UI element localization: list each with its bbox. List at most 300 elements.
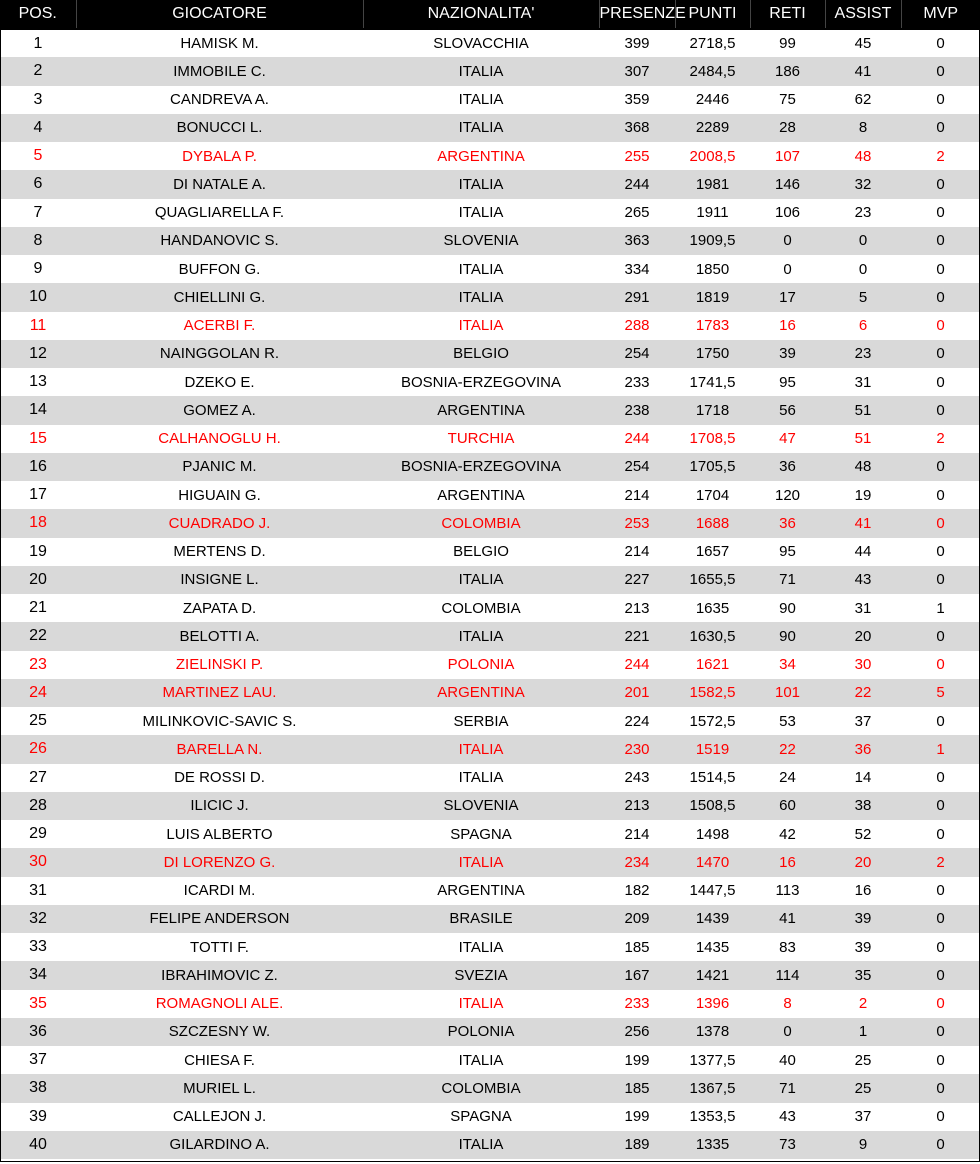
- cell-assists: 20: [854, 627, 872, 645]
- cell-mvp: 0: [936, 1079, 945, 1097]
- cell-points: 1704: [695, 486, 730, 504]
- cell-pos: 2: [33, 62, 43, 80]
- cell-player: HANDANOVIC S.: [160, 232, 279, 250]
- cell-appearances: 233: [624, 995, 650, 1013]
- cell-appearances: 291: [624, 288, 650, 306]
- cell-appearances: 234: [624, 853, 650, 871]
- cell-player: CUADRADO J.: [168, 514, 271, 532]
- cell-assists: 31: [854, 599, 872, 617]
- col-header-points: PUNTI: [675, 0, 750, 29]
- table-row: [0, 170, 980, 198]
- cell-appearances: 182: [624, 882, 650, 900]
- cell-mvp: 0: [936, 1108, 945, 1126]
- table-row: [0, 1018, 980, 1046]
- cell-pos: 18: [29, 514, 47, 532]
- cell-pos: 20: [29, 570, 47, 588]
- cell-points: 1377,5: [689, 1051, 736, 1069]
- cell-assists: 19: [854, 486, 872, 504]
- table-row: [0, 481, 980, 509]
- cell-player: DI LORENZO G.: [163, 853, 276, 871]
- cell-assists: 39: [854, 938, 872, 956]
- cell-nationality: ITALIA: [458, 627, 504, 645]
- cell-appearances: 307: [624, 62, 650, 80]
- cell-mvp: 0: [936, 938, 945, 956]
- cell-nationality: SLOVENIA: [443, 797, 519, 815]
- cell-assists: 20: [854, 853, 872, 871]
- cell-assists: 62: [854, 91, 872, 109]
- cell-points: 1367,5: [689, 1079, 736, 1097]
- cell-pos: 39: [29, 1107, 47, 1125]
- cell-goals: 71: [779, 1079, 796, 1097]
- table-row: [0, 905, 980, 933]
- cell-nationality: BELGIO: [453, 345, 509, 363]
- cell-appearances: 213: [624, 599, 650, 617]
- cell-assists: 44: [854, 543, 872, 561]
- cell-goals: 90: [779, 599, 796, 617]
- cell-player: SZCZESNY W.: [168, 1023, 271, 1041]
- cell-player: GOMEZ A.: [183, 401, 256, 419]
- table-row: [0, 792, 980, 820]
- cell-goals: 0: [783, 260, 792, 278]
- cell-player: HAMISK M.: [180, 35, 259, 53]
- cell-assists: 37: [854, 712, 872, 730]
- cell-appearances: 221: [624, 627, 650, 645]
- cell-player: DE ROSSI D.: [174, 769, 265, 787]
- cell-goals: 17: [779, 288, 796, 306]
- cell-player: INSIGNE L.: [180, 571, 259, 589]
- cell-appearances: 244: [624, 656, 650, 674]
- cell-pos: 26: [29, 740, 47, 758]
- cell-nationality: ARGENTINA: [437, 882, 525, 900]
- cell-points: 1514,5: [689, 769, 736, 787]
- cell-goals: 40: [779, 1051, 796, 1069]
- cell-appearances: 244: [624, 175, 650, 193]
- cell-assists: 39: [854, 910, 872, 928]
- cell-goals: 83: [779, 938, 796, 956]
- table-row: [0, 1074, 980, 1102]
- cell-appearances: 189: [624, 1136, 650, 1154]
- cell-nationality: ITALIA: [458, 740, 504, 758]
- cell-pos: 33: [29, 938, 47, 956]
- cell-pos: 40: [29, 1135, 47, 1153]
- cell-mvp: 0: [936, 317, 945, 335]
- table-row: [0, 764, 980, 792]
- cell-appearances: 214: [624, 543, 650, 561]
- cell-player: IMMOBILE C.: [173, 62, 266, 80]
- cell-mvp: 0: [936, 232, 945, 250]
- cell-nationality: SPAGNA: [450, 1108, 512, 1126]
- table-row: [0, 29, 980, 57]
- table-row: [0, 1131, 980, 1159]
- cell-appearances: 244: [624, 430, 650, 448]
- cell-mvp: 0: [936, 91, 945, 109]
- cell-mvp: 0: [936, 571, 945, 589]
- cell-pos: 24: [29, 683, 47, 701]
- cell-appearances: 288: [624, 317, 650, 335]
- cell-assists: 6: [858, 317, 868, 335]
- cell-pos: 17: [29, 486, 47, 504]
- cell-mvp: 0: [936, 288, 945, 306]
- cell-pos: 30: [29, 853, 47, 871]
- cell-assists: 9: [858, 1136, 868, 1154]
- cell-goals: 24: [779, 769, 796, 787]
- cell-points: 2718,5: [689, 35, 736, 53]
- cell-assists: 45: [854, 35, 872, 53]
- cell-nationality: SERBIA: [453, 712, 509, 730]
- cell-mvp: 0: [936, 35, 945, 53]
- cell-pos: 10: [29, 288, 47, 306]
- cell-player: NAINGGOLAN R.: [159, 345, 280, 363]
- table-row: [0, 1046, 980, 1074]
- cell-mvp: 2: [936, 147, 945, 165]
- cell-appearances: 230: [624, 740, 650, 758]
- cell-goals: 99: [779, 35, 796, 53]
- cell-mvp: 0: [936, 373, 945, 391]
- cell-mvp: 0: [936, 345, 945, 363]
- cell-appearances: 214: [624, 486, 650, 504]
- table-body: [0, 29, 980, 1159]
- cell-pos: 16: [29, 457, 47, 475]
- cell-mvp: 0: [936, 62, 945, 80]
- cell-appearances: 233: [624, 373, 650, 391]
- cell-points: 1718: [695, 401, 730, 419]
- cell-points: 1508,5: [689, 797, 736, 815]
- cell-player: IBRAHIMOVIC Z.: [161, 966, 278, 984]
- cell-points: 1850: [695, 260, 730, 278]
- cell-goals: 8: [783, 995, 792, 1013]
- cell-points: 1635: [695, 599, 730, 617]
- cell-assists: 25: [854, 1079, 872, 1097]
- cell-nationality: ITALIA: [458, 91, 504, 109]
- cell-mvp: 0: [936, 966, 945, 984]
- cell-points: 2008,5: [689, 147, 736, 165]
- cell-mvp: 0: [936, 769, 945, 787]
- cell-pos: 28: [29, 796, 47, 814]
- cell-points: 1708,5: [689, 430, 736, 448]
- table-row: [0, 255, 980, 283]
- table-row: [0, 594, 980, 622]
- cell-player: CHIELLINI G.: [173, 288, 266, 306]
- cell-mvp: 0: [936, 1051, 945, 1069]
- cell-player: BELOTTI A.: [179, 627, 260, 645]
- cell-nationality: ARGENTINA: [437, 147, 525, 165]
- cell-player: CANDREVA A.: [170, 91, 269, 109]
- cell-mvp: 0: [936, 401, 945, 419]
- table-row: [0, 114, 980, 142]
- cell-assists: 23: [854, 345, 872, 363]
- cell-appearances: 363: [624, 232, 650, 250]
- table-row: [0, 1103, 980, 1131]
- cell-pos: 1: [33, 34, 43, 52]
- cell-mvp: 0: [936, 882, 945, 900]
- table-row: [0, 820, 980, 848]
- cell-points: 1819: [695, 288, 730, 306]
- cell-player: BUFFON G.: [178, 260, 261, 278]
- cell-nationality: COLOMBIA: [441, 514, 521, 532]
- cell-points: 1447,5: [689, 882, 736, 900]
- cell-appearances: 254: [624, 458, 650, 476]
- cell-points: 2484,5: [689, 62, 736, 80]
- cell-nationality: ITALIA: [458, 175, 504, 193]
- cell-goals: 43: [779, 1108, 796, 1126]
- cell-points: 1705,5: [689, 458, 736, 476]
- cell-pos: 38: [29, 1079, 47, 1097]
- table-row: [0, 340, 980, 368]
- cell-appearances: 199: [624, 1108, 650, 1126]
- cell-assists: 36: [854, 740, 872, 758]
- cell-appearances: 359: [624, 91, 650, 109]
- cell-points: 1396: [695, 995, 730, 1013]
- cell-nationality: ARGENTINA: [437, 486, 525, 504]
- cell-pos: 23: [29, 655, 47, 673]
- cell-nationality: ITALIA: [458, 260, 504, 278]
- cell-points: 1439: [695, 910, 730, 928]
- cell-nationality: TURCHIA: [447, 430, 515, 448]
- cell-points: 1688: [695, 514, 730, 532]
- cell-assists: 5: [858, 288, 868, 306]
- cell-player: DI NATALE A.: [173, 175, 266, 193]
- cell-appearances: 238: [624, 401, 650, 419]
- cell-mvp: 0: [936, 995, 945, 1013]
- cell-assists: 48: [854, 147, 872, 165]
- cell-assists: 35: [854, 966, 872, 984]
- table-row: [0, 453, 980, 481]
- cell-player: PJANIC M.: [182, 458, 257, 476]
- cell-points: 1911: [696, 204, 729, 222]
- cell-nationality: COLOMBIA: [441, 599, 521, 617]
- cell-player: HIGUAIN G.: [178, 486, 261, 504]
- cell-appearances: 227: [624, 571, 650, 589]
- cell-mvp: 0: [936, 1023, 945, 1041]
- cell-mvp: 0: [936, 514, 945, 532]
- col-header-mvp: MVP: [901, 0, 980, 29]
- cell-assists: 43: [854, 571, 872, 589]
- cell-goals: 114: [775, 966, 800, 984]
- cell-mvp: 0: [936, 204, 945, 222]
- cell-nationality: ITALIA: [458, 769, 504, 787]
- cell-player: QUAGLIARELLA F.: [154, 204, 285, 222]
- cell-points: 1981: [695, 175, 730, 193]
- cell-mvp: 2: [936, 853, 945, 871]
- cell-assists: 22: [854, 684, 872, 702]
- cell-points: 1353,5: [689, 1108, 736, 1126]
- cell-assists: 48: [854, 458, 872, 476]
- cell-goals: 36: [779, 514, 796, 532]
- cell-player: CALLEJON J.: [172, 1108, 267, 1126]
- cell-points: 1657: [695, 543, 730, 561]
- cell-assists: 0: [858, 232, 868, 250]
- cell-nationality: POLONIA: [447, 1023, 515, 1041]
- cell-player: LUIS ALBERTO: [166, 825, 273, 843]
- cell-points: 1582,5: [689, 684, 736, 702]
- cell-nationality: SPAGNA: [450, 825, 512, 843]
- cell-player: CHIESA F.: [184, 1051, 255, 1069]
- table-row: [0, 933, 980, 961]
- cell-goals: 28: [779, 119, 796, 137]
- cell-pos: 37: [29, 1051, 47, 1069]
- cell-mvp: 0: [936, 175, 945, 193]
- cell-goals: 16: [779, 317, 796, 335]
- cell-mvp: 0: [936, 797, 945, 815]
- cell-points: 1621: [695, 656, 730, 674]
- cell-player: MERTENS D.: [173, 543, 266, 561]
- col-header-appearances: PRESENZE: [599, 0, 675, 29]
- cell-pos: 14: [29, 401, 47, 419]
- cell-goals: 53: [779, 712, 796, 730]
- cell-nationality: ITALIA: [458, 204, 504, 222]
- table-row: [0, 312, 980, 340]
- cell-appearances: 255: [624, 147, 650, 165]
- cell-player: FELIPE ANDERSON: [149, 910, 290, 928]
- cell-goals: 113: [775, 882, 800, 900]
- cell-player: ICARDI M.: [183, 882, 256, 900]
- cell-mvp: 0: [936, 825, 945, 843]
- table-row: [0, 622, 980, 650]
- cell-mvp: 0: [936, 458, 945, 476]
- cell-goals: 16: [779, 853, 796, 871]
- cell-assists: 38: [854, 797, 872, 815]
- cell-assists: 31: [854, 373, 872, 391]
- cell-goals: 106: [774, 204, 801, 222]
- cell-goals: 56: [779, 401, 796, 419]
- cell-points: 1783: [695, 317, 730, 335]
- cell-pos: 5: [33, 147, 43, 165]
- cell-pos: 35: [29, 994, 47, 1012]
- cell-goals: 95: [779, 373, 796, 391]
- cell-pos: 13: [29, 373, 47, 391]
- cell-goals: 146: [774, 175, 801, 193]
- cell-goals: 60: [779, 797, 796, 815]
- table-row: [0, 199, 980, 227]
- cell-assists: 37: [854, 1108, 872, 1126]
- col-header-assists: ASSIST: [825, 0, 901, 29]
- cell-mvp: 0: [936, 656, 945, 674]
- table-row: [0, 142, 980, 170]
- cell-appearances: 254: [624, 345, 650, 363]
- cell-goals: 75: [779, 91, 796, 109]
- table-row: [0, 538, 980, 566]
- cell-mvp: 0: [936, 119, 945, 137]
- cell-goals: 0: [783, 232, 792, 250]
- cell-nationality: ITALIA: [458, 1136, 504, 1154]
- cell-goals: 36: [779, 458, 796, 476]
- cell-pos: 11: [29, 316, 47, 334]
- cell-goals: 47: [779, 430, 796, 448]
- cell-nationality: SLOVACCHIA: [433, 35, 529, 53]
- cell-mvp: 1: [936, 599, 945, 617]
- table-row: [0, 283, 980, 311]
- cell-points: 1572,5: [689, 712, 736, 730]
- cell-mvp: 0: [936, 627, 945, 645]
- cell-points: 1335: [695, 1136, 730, 1154]
- cell-nationality: BELGIO: [453, 543, 509, 561]
- cell-goals: 42: [779, 825, 796, 843]
- cell-points: 2289: [695, 119, 730, 137]
- cell-player: GILARDINO A.: [169, 1136, 270, 1154]
- cell-assists: 23: [854, 204, 872, 222]
- table-row: [0, 227, 980, 255]
- cell-assists: 1: [858, 1023, 868, 1041]
- cell-assists: 41: [854, 514, 872, 532]
- cell-goals: 186: [774, 62, 801, 80]
- col-header-player: GIOCATORE: [76, 0, 363, 29]
- col-header-pos: POS.: [0, 0, 76, 29]
- table-row: [0, 735, 980, 763]
- cell-points: 1470: [695, 853, 730, 871]
- cell-nationality: ARGENTINA: [437, 401, 525, 419]
- cell-appearances: 334: [624, 260, 650, 278]
- cell-player: CALHANOGLU H.: [158, 430, 281, 448]
- cell-assists: 2: [858, 995, 868, 1013]
- cell-nationality: SVEZIA: [454, 966, 508, 984]
- cell-appearances: 209: [624, 910, 650, 928]
- col-header-goals: RETI: [750, 0, 825, 29]
- cell-nationality: ITALIA: [458, 571, 504, 589]
- cell-nationality: COLOMBIA: [441, 1079, 521, 1097]
- cell-assists: 51: [854, 430, 872, 448]
- cell-pos: 8: [33, 231, 43, 249]
- cell-pos: 29: [29, 825, 47, 843]
- cell-goals: 41: [779, 910, 796, 928]
- cell-player: ILICIC J.: [190, 797, 249, 815]
- cell-player: MURIEL L.: [183, 1079, 256, 1097]
- cell-goals: 34: [779, 656, 796, 674]
- cell-goals: 107: [774, 147, 801, 165]
- cell-points: 1378: [695, 1023, 730, 1041]
- table-row: [0, 651, 980, 679]
- cell-appearances: 265: [624, 204, 650, 222]
- cell-appearances: 243: [624, 769, 650, 787]
- cell-player: TOTTI F.: [190, 938, 249, 956]
- cell-pos: 22: [29, 627, 47, 645]
- cell-player: ZIELINSKI P.: [175, 656, 264, 674]
- table-row: [0, 961, 980, 989]
- cell-appearances: 256: [624, 1023, 650, 1041]
- cell-appearances: 199: [624, 1051, 650, 1069]
- table-row: [0, 425, 980, 453]
- cell-goals: 0: [783, 1023, 792, 1041]
- cell-assists: 25: [854, 1051, 872, 1069]
- cell-player: MARTINEZ LAU.: [162, 684, 277, 702]
- cell-appearances: 253: [624, 514, 650, 532]
- cell-pos: 34: [29, 966, 47, 984]
- cell-mvp: 2: [936, 430, 945, 448]
- cell-nationality: BRASILE: [449, 910, 513, 928]
- cell-goals: 73: [779, 1136, 796, 1154]
- cell-pos: 27: [29, 768, 47, 786]
- cell-appearances: 185: [624, 938, 650, 956]
- cell-mvp: 0: [936, 260, 945, 278]
- cell-player: MILINKOVIC-SAVIC S.: [142, 712, 297, 730]
- cell-pos: 9: [33, 260, 43, 278]
- cell-points: 1750: [695, 345, 730, 363]
- cell-assists: 52: [854, 825, 872, 843]
- cell-mvp: 0: [936, 1136, 945, 1154]
- cell-assists: 32: [854, 175, 872, 193]
- table-row: [0, 368, 980, 396]
- col-header-nationality: NAZIONALITA': [363, 0, 599, 29]
- table-row: [0, 990, 980, 1018]
- cell-nationality: ITALIA: [458, 62, 504, 80]
- cell-points: 1909,5: [689, 232, 736, 250]
- cell-nationality: ITALIA: [458, 938, 504, 956]
- cell-assists: 8: [858, 119, 868, 137]
- cell-assists: 0: [858, 260, 868, 278]
- cell-mvp: 0: [936, 910, 945, 928]
- cell-player: BARELLA N.: [176, 740, 263, 758]
- table-row: [0, 679, 980, 707]
- cell-pos: 3: [33, 90, 43, 108]
